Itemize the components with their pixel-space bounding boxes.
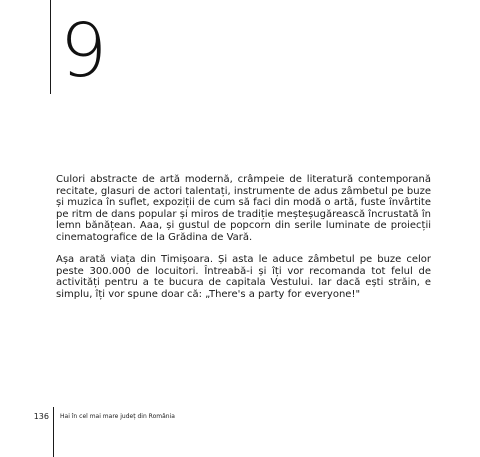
body-text (56, 174, 431, 311)
paragraph: Așa arată viața din Timișoara. Și asta le aduce zâmbetul pe buze celor peste 300.000 de locuitori. Întreabă-i și îți vor recomanda tot felul de activități pentru a te bucura de capitala Vestului. Iar dacă ești străin, e simplu, îți vor spune doar că: „There's a party for everyone!" (56, 254, 431, 300)
chapter-number: 9 (60, 8, 106, 94)
page-footer (0, 404, 480, 457)
running-title: Hai în cel mai mare județ din România (60, 413, 175, 420)
paragraph: Culori abstracte de artă modernă, crâmpeie de literatură contemporană recitate, glasuri de actori talentați, instrumente de adus zâmbetul pe buze și muzica în suflet, expoziții de cum să faci din modă o artă, fuste învârtite pe ritm de dans popular și miros de tradiție meșteșugărească încrustată în lemn bănățean. Aaa, și gustul de popcorn din serile luminate de proiecții cinematografice de la Grădina de Vară. (56, 174, 431, 243)
footer-divider-line (53, 407, 54, 457)
page-number: 136 (33, 412, 49, 421)
chapter-divider-line (50, 0, 51, 94)
